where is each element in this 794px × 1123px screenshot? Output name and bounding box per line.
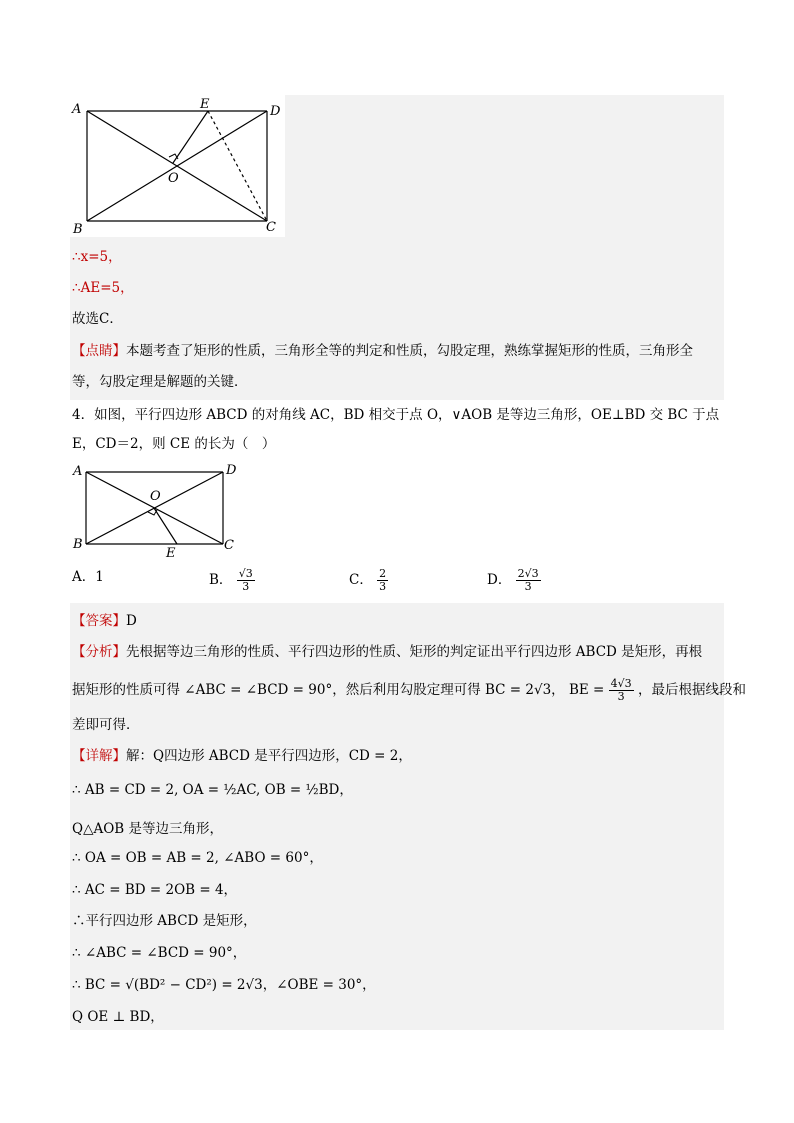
option-d-fraction (516, 568, 541, 593)
analysis-fraction-numerator: 4√3 (610, 677, 632, 690)
detail-line-9: Q OE ⊥ BD， (72, 1009, 164, 1025)
option-b-label: B． (209, 572, 233, 588)
question-4-stem-2: E，CD＝2，则 CE 的长为（ ） (72, 436, 276, 452)
detail-tag: 【详解】 (72, 748, 126, 764)
fig1-label-b: B (73, 222, 83, 237)
rectangle-figure-1 (70, 95, 285, 237)
option-c-denominator: 3 (379, 580, 387, 593)
detail-line-4: ∴ OA = OB = AB = 2, ∠ABO = 60°， (72, 850, 323, 866)
analysis-fraction-denominator: 3 (617, 690, 625, 703)
option-c[interactable] (349, 568, 388, 593)
fig1-label-e: E (200, 97, 210, 112)
option-a-label: A． (72, 569, 96, 585)
analysis-text-2b: BE = (568, 682, 605, 698)
option-d-label: D． (487, 572, 512, 588)
fig2-label-d: D (226, 463, 237, 478)
option-d-numerator: 2√3 (517, 567, 539, 580)
detail-line-3: Q△AOB 是等边三角形， (72, 821, 223, 837)
rectangle-figure-2 (70, 460, 250, 560)
fig1-label-c: C (266, 220, 276, 235)
option-d-denominator: 3 (524, 580, 532, 593)
analysis-text-2a: 据矩形的性质可得 ∠ABC = ∠BCD = 90°，然后利用勾股定理可得 BC = 2√3， (72, 682, 565, 698)
detail-line-6: ∴平行四边形 ABCD 是矩形， (72, 913, 257, 929)
dianjing-text: 本题考查了矩形的性质，三角形全等的判定和性质，勾股定理，熟练掌握矩形的性质，三角形全 (126, 343, 693, 359)
option-c-numerator: 2 (379, 567, 387, 580)
analysis-line-1 (72, 643, 702, 661)
question-4-stem-1: 4．如图，平行四边形 ABCD 的对角线 AC，BD 相交于点 O，∨AOB 是等边三角形，OE⊥BD 交 BC 于点 (72, 407, 720, 423)
solution-background-bottom (70, 603, 724, 1030)
detail-line-8: ∴ BC = √(BD² − CD²) = 2√3，∠OBE = 30°， (72, 977, 376, 993)
fig1-label-d: D (270, 104, 281, 119)
analysis-fraction (609, 678, 634, 703)
analysis-text-2c: ，最后根据线段和 (637, 682, 746, 698)
analysis-text-1: 先根据等边三角形的性质、平行四边形的性质、矩形的判定证出平行四边形 ABCD 是矩形，再根 (126, 644, 703, 660)
answer-value: D (126, 613, 137, 629)
fig2-label-c: C (224, 538, 234, 553)
fig1-label-a: A (72, 102, 82, 117)
option-c-fraction (377, 568, 388, 593)
option-a[interactable] (72, 568, 104, 586)
analysis-line-3: 差即可得． (72, 717, 140, 733)
detail-text-1: 解：Q四边形 ABCD 是平行四边形，CD = 2， (126, 748, 412, 764)
solution-line-ae: ∴AE=5， (72, 280, 134, 296)
fig2-label-b: B (73, 537, 83, 552)
option-c-label: C． (349, 572, 373, 588)
solution-line-x: ∴x=5， (72, 249, 122, 265)
option-d[interactable] (487, 568, 541, 593)
analysis-tag: 【分析】 (72, 644, 126, 660)
fig2-label-e: E (166, 546, 176, 560)
dianjing-line-2: 等，勾股定理是解题的关键． (72, 374, 248, 390)
option-b-fraction (237, 568, 255, 593)
fig2-label-o: O (150, 489, 161, 504)
analysis-line-2 (72, 678, 746, 703)
answer-line (72, 612, 137, 630)
option-b-denominator: 3 (242, 580, 250, 593)
option-a-value: 1 (95, 569, 104, 585)
answer-tag: 【答案】 (72, 613, 126, 629)
dianjing-line-1 (72, 342, 693, 360)
dianjing-tag: 【点睛】 (72, 343, 126, 359)
detail-line-2: ∴ AB = CD = 2, OA = ½AC, OB = ½BD， (72, 782, 353, 798)
detail-line-7: ∴ ∠ABC = ∠BCD = 90°， (72, 945, 247, 961)
option-b[interactable] (209, 568, 255, 593)
solution-line-choice: 故选C． (72, 311, 123, 327)
detail-line-5: ∴ AC = BD = 2OB = 4， (72, 882, 238, 898)
fig2-label-a: A (73, 464, 83, 479)
fig1-label-o: O (168, 171, 179, 186)
option-b-numerator: √3 (238, 567, 253, 580)
detail-line-1 (72, 747, 412, 765)
